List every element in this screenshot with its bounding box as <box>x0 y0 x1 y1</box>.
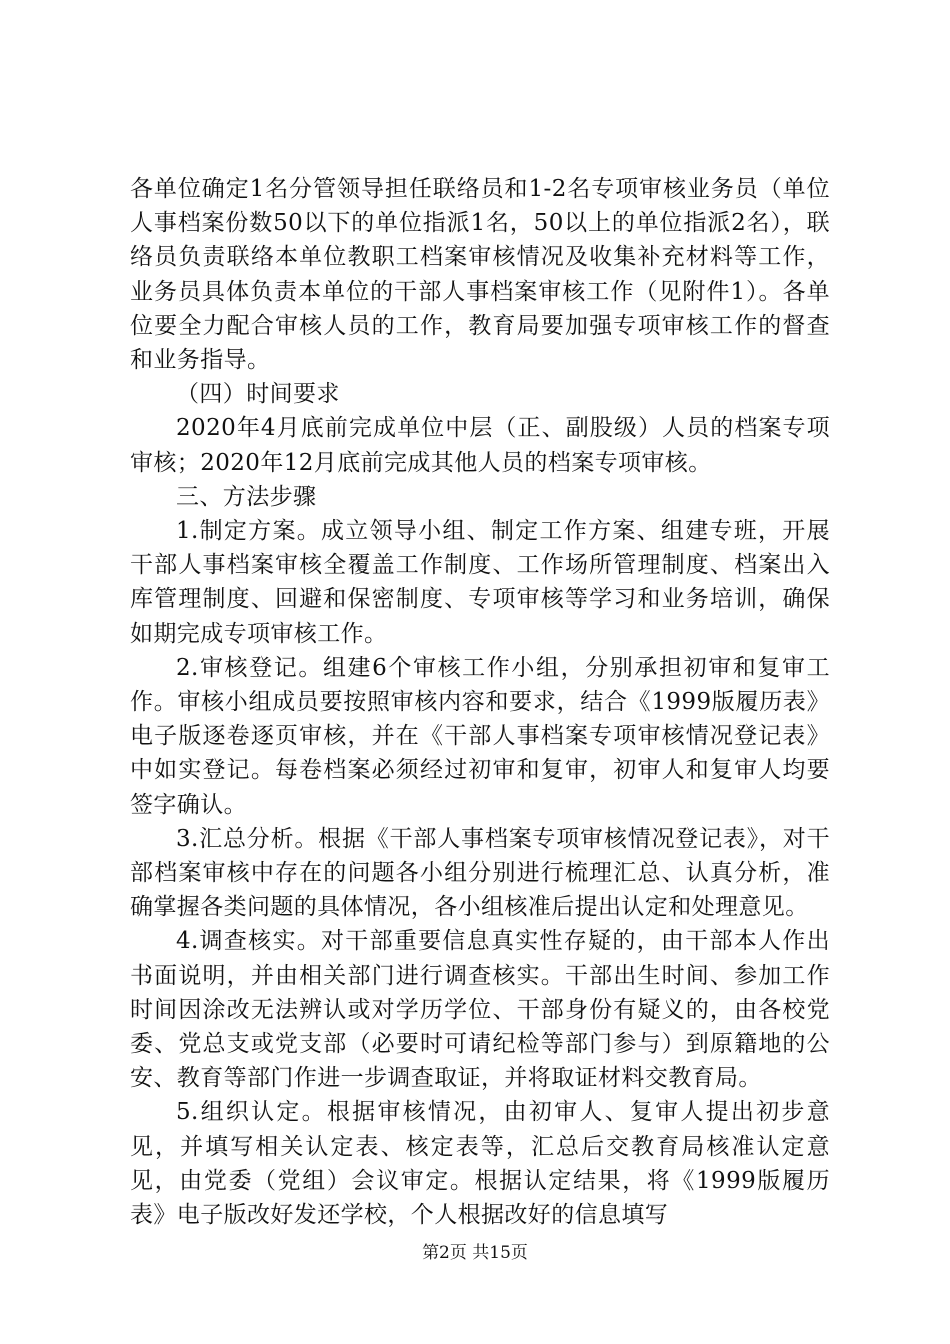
section-heading-method-steps: 三、方法步骤 <box>176 483 317 510</box>
paragraph-deadlines: 2020年4月底前完成单位中层（正、副股级）人员的档案专项审核；2020年12月底前完成其他人员的档案专项审核。 <box>130 415 830 476</box>
paragraph-step-2-registration: 2.审核登记。组建6个审核工作小组，分别承担初审和复审工作。审核小组成员要按照审核内容和要求，结合《1999版履历表》电子版逐卷逐页审核，并在《干部人事档案专项审核情况登记表》中如实登记。每卷档案必须经过初审和复审，初审人和复审人均要签字确认。 <box>130 654 830 818</box>
section-heading-time-requirements: （四）时间要求 <box>176 381 340 408</box>
page-footer <box>0 1241 950 1265</box>
paragraph-step-4-verification: 4.调查核实。对干部重要信息真实性存疑的，由干部本人作出书面说明，并由相关部门进行调查核实。干部出生时间、参加工作时间因涂改无法辨认或对学历学位、干部身份有疑义的，由各校党委、党总支或党支部（必要时可请纪检等部门参与）到原籍地的公安、教育等部门作进一步调查取证，并将取证材料交教育局。 <box>130 928 830 1092</box>
paragraph-step-3-analysis: 3.汇总分析。根据《干部人事档案专项审核情况登记表》，对干部档案审核中存在的问题各小组分别进行梳理汇总、认真分析，准确掌握各类问题的具体情况，各小组核准后提出认定和处理意见。 <box>130 825 830 921</box>
paragraph-step-5-determination: 5.组织认定。根据审核情况，由初审人、复审人提出初步意见，并填写相关认定表、核定表等，汇总后交教育局核准认定意见，由党委（党组）会议审定。根据认定结果，将《1999版履历表》电子版改好发还学校，个人根据改好的信息填写 <box>130 1099 830 1229</box>
paragraph-step-1-plan: 1.制定方案。成立领导小组、制定工作方案、组建专班，开展干部人事档案审核全覆盖工作制度、工作场所管理制度、档案出入库管理制度、回避和保密制度、专项审核等学习和业务培训，确保如期完成专项审核工作。 <box>130 518 830 647</box>
document-body <box>130 172 830 1232</box>
paragraph-liaison-assignment: 各单位确定1名分管领导担任联络员和1-2名专项审核业务员（单位人事档案份数50以下的单位指派1名，50以上的单位指派2名），联络员负责联络本单位教职工档案审核情况及收集补充材料等工作，业务员具体负责本单位的干部人事档案审核工作（见附件1）。各单位要全力配合审核人员的工作，教育局要加强专项审核工作的督查和业务指导。 <box>130 176 830 374</box>
page-number: 第2页 共15页 <box>422 1243 528 1263</box>
